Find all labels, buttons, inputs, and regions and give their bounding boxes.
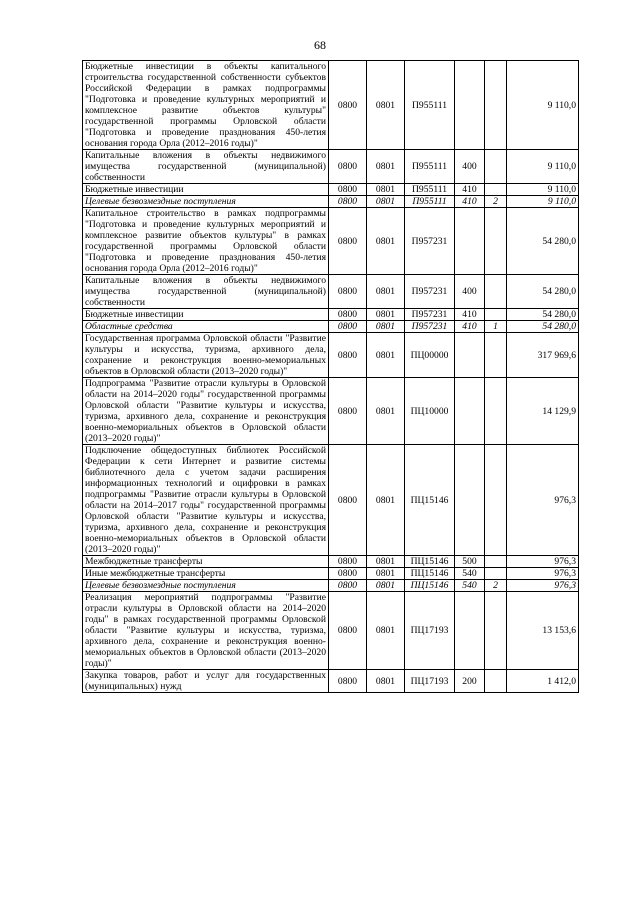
budget-table	[82, 60, 579, 693]
row-name: Подключение общедоступных библиотек Российской Федерации к сети Интернет и развитие системы библиотечного дела с учетом задачи расширения информационных технологий и оцифровки в рамках подпрограммы "Развитие отрасли культуры в Орловской области на 2014–2017 годы" государственной программы Орловской области "Развитие культуры и искусства, туризма, архивного дела, сохранение и реконструкция военно-мемориальных объектов в Орловской области (2013–2020 годы)"	[83, 445, 329, 556]
row-target-article: ПЦ10000	[405, 378, 455, 445]
table-row	[83, 568, 579, 580]
row-subsection-code: 0801	[367, 556, 405, 568]
table-row	[83, 445, 579, 556]
row-expense-type: 500	[455, 556, 485, 568]
row-expense-type: 410	[455, 309, 485, 321]
row-name: Целевые безвозмездные поступления	[83, 580, 329, 592]
row-expense-type: 410	[455, 196, 485, 208]
row-subsection-code: 0801	[367, 378, 405, 445]
table-row	[83, 670, 579, 693]
row-subsection-code: 0801	[367, 309, 405, 321]
page-number: 68	[314, 38, 326, 52]
row-target-article: П955111	[405, 184, 455, 196]
row-section-code: 0800	[329, 592, 367, 670]
row-amount: 9 110,0	[507, 61, 579, 150]
row-name: Капитальные вложения в объекты недвижимого имущества государственной (муниципальной) собственности	[83, 150, 329, 184]
row-expense-type	[455, 592, 485, 670]
row-expense-type	[455, 61, 485, 150]
row-target-article: ПЦ17193	[405, 670, 455, 693]
row-subsection-code: 0801	[367, 275, 405, 309]
row-amount: 976,3	[507, 568, 579, 580]
row-target-article: П957231	[405, 275, 455, 309]
row-subsection-code: 0801	[367, 321, 405, 333]
row-target-article: П955111	[405, 150, 455, 184]
row-funding-source: 1	[485, 321, 507, 333]
row-section-code: 0800	[329, 333, 367, 378]
table-row	[83, 556, 579, 568]
row-subsection-code: 0801	[367, 670, 405, 693]
row-amount: 317 969,6	[507, 333, 579, 378]
row-name: Капитальное строительство в рамках подпрограммы "Подготовка и проведение культурных мероприятий и комплексное развитие объектов культуры" в рамках государственной программы Орловской области "Подготовка и проведение празднования 450-летия основания города Орла (2012–2016 годы)"	[83, 208, 329, 275]
row-amount: 14 129,9	[507, 378, 579, 445]
row-expense-type: 410	[455, 184, 485, 196]
row-amount: 976,3	[507, 556, 579, 568]
row-expense-type	[455, 445, 485, 556]
row-target-article: ПЦ15146	[405, 556, 455, 568]
table-row	[83, 580, 579, 592]
row-section-code: 0800	[329, 556, 367, 568]
row-funding-source: 2	[485, 580, 507, 592]
row-funding-source	[485, 150, 507, 184]
row-target-article: П955111	[405, 196, 455, 208]
row-expense-type: 410	[455, 321, 485, 333]
row-name: Областные средства	[83, 321, 329, 333]
table-row	[83, 150, 579, 184]
table-row	[83, 208, 579, 275]
row-name: Подпрограмма "Развитие отрасли культуры в Орловской области на 2014–2020 годы" государственной программы Орловской области "Развитие культуры и искусства, туризма, архивного дела, сохранение и реконструкция военно-мемориальных объектов в Орловской области (2013–2020 годы)"	[83, 378, 329, 445]
row-expense-type	[455, 378, 485, 445]
row-target-article: ПЦ15146	[405, 445, 455, 556]
row-name: Целевые безвозмездные поступления	[83, 196, 329, 208]
row-section-code: 0800	[329, 275, 367, 309]
row-name: Бюджетные инвестиции	[83, 184, 329, 196]
row-amount: 1 412,0	[507, 670, 579, 693]
row-amount: 54 280,0	[507, 275, 579, 309]
row-section-code: 0800	[329, 321, 367, 333]
row-section-code: 0800	[329, 445, 367, 556]
row-target-article: ПЦ00000	[405, 333, 455, 378]
table-row	[83, 61, 579, 150]
row-section-code: 0800	[329, 580, 367, 592]
row-subsection-code: 0801	[367, 61, 405, 150]
table-row	[83, 378, 579, 445]
row-name: Капитальные вложения в объекты недвижимого имущества государственной (муниципальной) собственности	[83, 275, 329, 309]
row-funding-source	[485, 568, 507, 580]
row-target-article: ПЦ15146	[405, 568, 455, 580]
row-funding-source	[485, 184, 507, 196]
row-amount: 13 153,6	[507, 592, 579, 670]
row-subsection-code: 0801	[367, 184, 405, 196]
row-name: Государственная программа Орловской области "Развитие культуры и искусства, туризма, архивного дела, сохранение и реконструкция военно-мемориальных объектов в Орловской области (2013–2020 годы)"	[83, 333, 329, 378]
row-section-code: 0800	[329, 61, 367, 150]
row-name: Реализация мероприятий подпрограммы "Развитие отрасли культуры в Орловской области на 2014–2020 годы" в рамках государственной программы Орловской области "Развитие культуры и искусства, туризма, архивного дела, сохранение и реконструкция военно-мемориальных объектов в Орловской области (2013–2020 годы)"	[83, 592, 329, 670]
row-subsection-code: 0801	[367, 445, 405, 556]
row-amount: 54 280,0	[507, 321, 579, 333]
row-amount: 54 280,0	[507, 208, 579, 275]
table-row	[83, 592, 579, 670]
table-row	[83, 309, 579, 321]
row-section-code: 0800	[329, 208, 367, 275]
table-row	[83, 333, 579, 378]
row-name: Межбюджетные трансферты	[83, 556, 329, 568]
row-funding-source: 2	[485, 196, 507, 208]
row-funding-source	[485, 61, 507, 150]
row-name: Иные межбюджетные трансферты	[83, 568, 329, 580]
row-target-article: П957231	[405, 208, 455, 275]
row-target-article: ПЦ15146	[405, 580, 455, 592]
row-amount: 9 110,0	[507, 150, 579, 184]
row-amount: 9 110,0	[507, 196, 579, 208]
table-row	[83, 275, 579, 309]
row-expense-type	[455, 208, 485, 275]
row-expense-type: 400	[455, 150, 485, 184]
row-subsection-code: 0801	[367, 568, 405, 580]
row-expense-type: 200	[455, 670, 485, 693]
row-subsection-code: 0801	[367, 208, 405, 275]
row-funding-source	[485, 670, 507, 693]
row-name: Закупка товаров, работ и услуг для государственных (муниципальных) нужд	[83, 670, 329, 693]
row-funding-source	[485, 445, 507, 556]
row-section-code: 0800	[329, 184, 367, 196]
row-target-article: П957231	[405, 321, 455, 333]
row-funding-source	[485, 208, 507, 275]
row-section-code: 0800	[329, 670, 367, 693]
row-section-code: 0800	[329, 568, 367, 580]
row-funding-source	[485, 556, 507, 568]
row-section-code: 0800	[329, 309, 367, 321]
row-section-code: 0800	[329, 196, 367, 208]
row-funding-source	[485, 275, 507, 309]
row-target-article: ПЦ17193	[405, 592, 455, 670]
row-name: Бюджетные инвестиции в объекты капитального строительства государственной собственности субъектов Российской Федерации в рамках подпрограммы "Подготовка и проведение культурных мероприятий и комплексное развитие объектов культуры" государственной программы Орловской области "Подготовка и проведение празднования 450-летия основания города Орла (2012–2016 годы)"	[83, 61, 329, 150]
row-expense-type: 400	[455, 275, 485, 309]
row-subsection-code: 0801	[367, 592, 405, 670]
row-section-code: 0800	[329, 150, 367, 184]
row-amount: 54 280,0	[507, 309, 579, 321]
row-name: Бюджетные инвестиции	[83, 309, 329, 321]
row-subsection-code: 0801	[367, 196, 405, 208]
table-row	[83, 321, 579, 333]
table-row	[83, 196, 579, 208]
row-expense-type: 540	[455, 568, 485, 580]
row-target-article: П957231	[405, 309, 455, 321]
table-row	[83, 184, 579, 196]
row-expense-type: 540	[455, 580, 485, 592]
row-funding-source	[485, 378, 507, 445]
row-target-article: П955111	[405, 61, 455, 150]
row-expense-type	[455, 333, 485, 378]
budget-table-body	[83, 61, 579, 693]
row-subsection-code: 0801	[367, 580, 405, 592]
row-subsection-code: 0801	[367, 333, 405, 378]
row-amount: 976,3	[507, 580, 579, 592]
row-section-code: 0800	[329, 378, 367, 445]
row-funding-source	[485, 333, 507, 378]
row-funding-source	[485, 592, 507, 670]
row-amount: 976,3	[507, 445, 579, 556]
row-subsection-code: 0801	[367, 150, 405, 184]
row-amount: 9 110,0	[507, 184, 579, 196]
row-funding-source	[485, 309, 507, 321]
